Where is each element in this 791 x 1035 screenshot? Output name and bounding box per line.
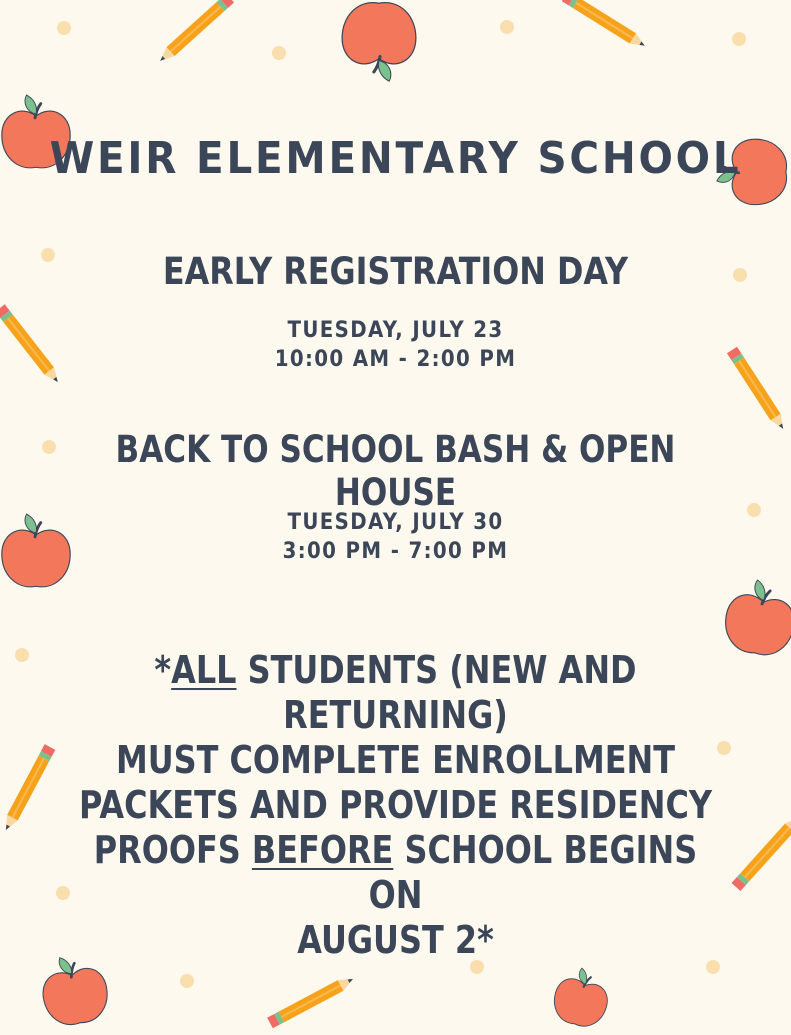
school-name: WEIR ELEMENTARY SCHOOL (49, 133, 742, 184)
dot-icon (272, 46, 286, 60)
event-date: TUESDAY, JULY 30 (287, 510, 504, 535)
pencil-icon (140, 0, 240, 70)
apple-icon (722, 572, 791, 668)
enrollment-notice (63, 648, 727, 963)
event-title-open-house: BACK TO SCHOOL BASH & OPEN HOUSE (115, 428, 676, 514)
apple-icon (538, 966, 624, 1032)
notice-line: PACKETS AND PROVIDE RESIDENCY (78, 783, 713, 827)
pencil-icon (262, 965, 372, 1035)
dot-icon (732, 32, 746, 46)
notice-text: STUDENTS (NEW AND RETURNING) (236, 648, 637, 737)
notice-line: MUST COMPLETE ENROLLMENT (115, 738, 676, 782)
event-details-open-house (40, 508, 752, 566)
apple-icon (338, 0, 420, 86)
notice-line (63, 648, 727, 738)
notice-text: SCHOOL BEGINS ON (368, 828, 698, 917)
event-title-registration: EARLY REGISTRATION DAY (162, 250, 629, 293)
event-details-registration (40, 316, 752, 374)
pencil-icon (720, 805, 791, 900)
notice-text: PROOFS (93, 828, 252, 872)
notice-emphasis-all: ALL (171, 648, 237, 692)
notice-emphasis-before: BEFORE (251, 828, 394, 872)
dot-icon (41, 248, 55, 262)
event-time: 10:00 AM - 2:00 PM (274, 347, 517, 372)
dot-icon (42, 440, 56, 454)
pencil-icon (555, 0, 665, 70)
dot-icon (180, 974, 194, 988)
notice-line (63, 828, 727, 918)
apple-icon (32, 952, 118, 1032)
event-date: TUESDAY, JULY 23 (287, 318, 504, 343)
pencil-icon (0, 735, 70, 845)
notice-prefix: * (154, 648, 172, 692)
notice-line: AUGUST 2* (297, 918, 494, 962)
dot-icon (500, 20, 514, 34)
dot-icon (57, 21, 71, 35)
dot-icon (15, 648, 29, 662)
event-time: 3:00 PM - 7:00 PM (282, 539, 509, 564)
